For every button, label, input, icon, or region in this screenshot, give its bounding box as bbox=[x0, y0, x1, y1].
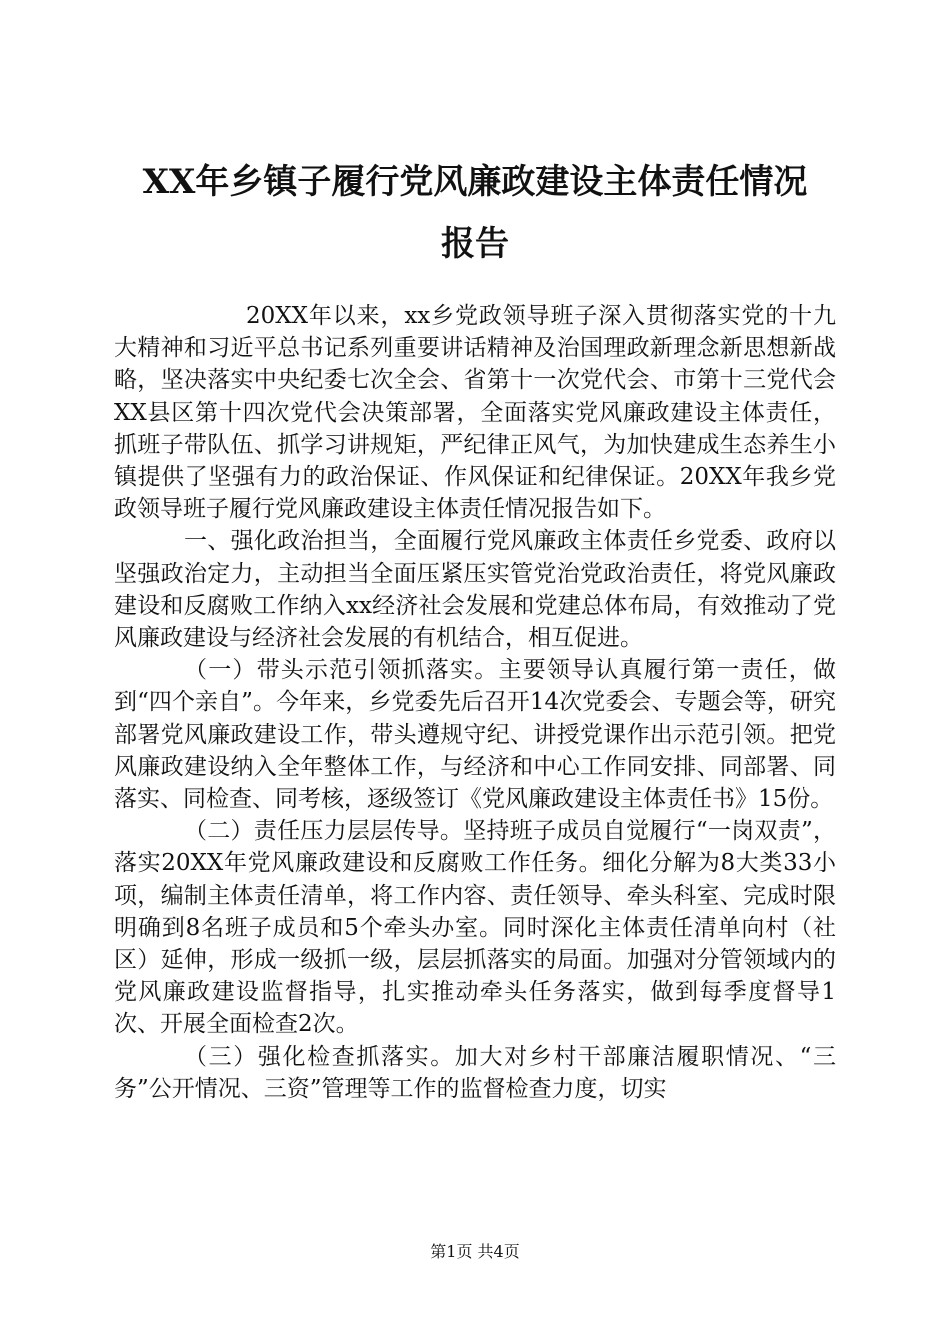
document-title-continued: 报告 bbox=[441, 224, 509, 264]
paragraph-subsection-3: （三）强化检查抓落实。加大对乡村干部廉洁履职情况、“三务”公开情况、三资”管理等工作的监督检查力度，切实 bbox=[114, 1043, 836, 1102]
document-body bbox=[114, 300, 836, 1105]
document-title: XX年乡镇子履行党风廉政建设主体责任情况 bbox=[142, 162, 808, 202]
paragraph-section-1: 一、强化政治担当，全面履行党风廉政主体责任乡党委、政府以坚强政治定力，主动担当全面压紧压实管党治党政治责任，将党风廉政建设和反腐败工作纳入xx经济社会发展和党建总体布局，有效推动了党风廉政建设与经济社会发展的有机结合，相互促进。 bbox=[114, 528, 836, 652]
paragraph-subsection-1: （一）带头示范引领抓落实。主要领导认真履行第一责任，做到“四个亲自”。今年来，乡党委先后召开14次党委会、专题会等，研究部署党风廉政建设工作，带头遵规守纪、讲授党课作出示范引领。把党风廉政建设纳入全年整体工作，与经济和中心工作同安排、同部署、同落实、同检查、同考核，逐级签订《党风廉政建设主体责任书》15份。 bbox=[114, 657, 836, 813]
paragraph-subsection-2: （二）责任压力层层传导。坚持班子成员自觉履行“一岗双责”，落实20XX年党风廉政建设和反腐败工作任务。细化分解为8大类33小项，编制主体责任清单，将工作内容、责任领导、牵头科室、完成时限明确到8名班子成员和5个牵头办室。同时深化主体责任清单向村（社区）延伸，形成一级抓一级，层层抓落实的局面。加强对分管领域内的党风廉政建设监督指导，扎实推动牵头任务落实，做到每季度督导1次、开展全面检查2次。 bbox=[114, 818, 836, 1038]
page-footer: 第1页 共4页 bbox=[430, 1242, 520, 1261]
paragraph-intro: 20XX年以来，xx乡党政领导班子深入贯彻落实党的十九大精神和习近平总书记系列重要讲话精神及治国理政新理念新思想新战略，坚决落实中央纪委七次全会、省第十一次党代会、市第十三党代会XX县区第十四次党代会决策部署，全面落实党风廉政建设主体责任，抓班子带队伍、抓学习讲规矩，严纪律正风气，为加快建成生态养生小镇提供了坚强有力的政治保证、作风保证和纪律保证。20XX年我乡党政领导班子履行党风廉政建设主体责任情况报告如下。 bbox=[114, 303, 836, 523]
